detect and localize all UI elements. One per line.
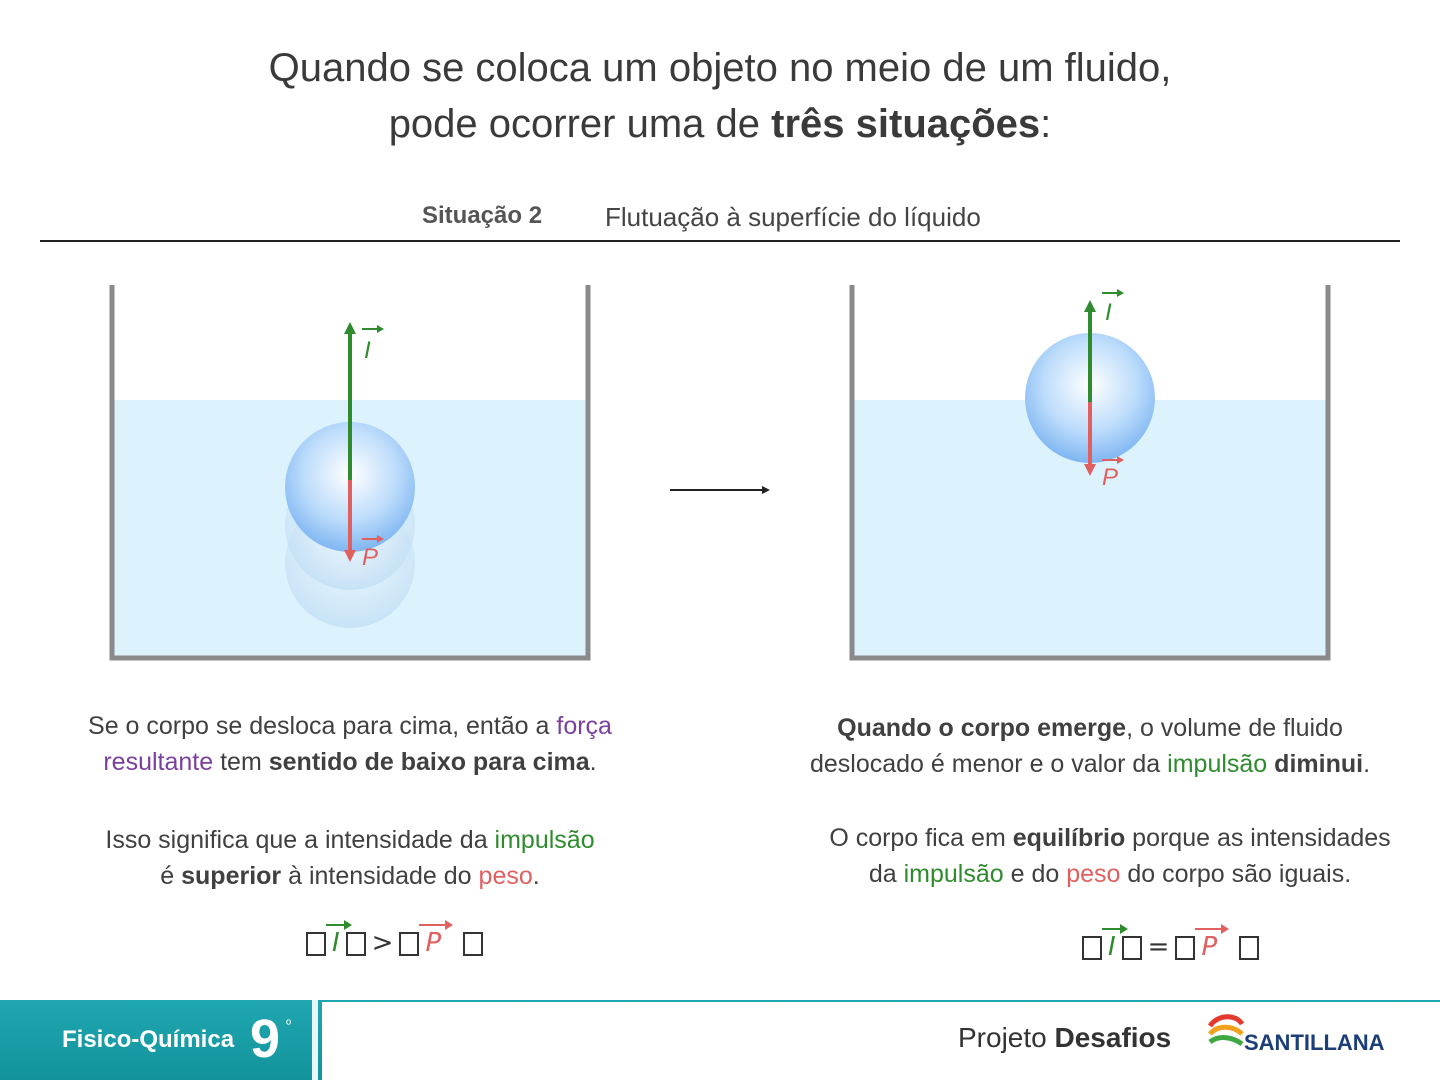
eq-right-box-3: [1175, 936, 1195, 960]
left-p1-text-d: tem: [213, 748, 269, 776]
left-p2-period: .: [532, 862, 540, 890]
santillana-logo-text: SANTILLANA: [1244, 1030, 1385, 1055]
footer-divider: [312, 1000, 318, 1080]
eq-left-box-4: [463, 932, 483, 956]
footer-grade-sup: º: [286, 1016, 292, 1032]
left-p1-resultant: resultante: [103, 748, 214, 776]
situation-description: Flutuação à superfície do líquido: [605, 202, 981, 232]
right-p1-period: .: [1363, 750, 1371, 778]
right-p2-impulse: impulsão: [903, 860, 1004, 888]
eq-right-impulse: I: [1108, 932, 1116, 962]
right-p1-line2: [770, 746, 1410, 782]
slide-title: [0, 40, 1440, 152]
eq-right-box-1: [1082, 936, 1102, 960]
right-p2-line1: [790, 820, 1430, 856]
right-p1-text-b: , o volume de fluido: [1126, 714, 1343, 742]
left-p2-superior: superior: [181, 862, 282, 890]
svg-text:I: I: [364, 337, 371, 364]
right-p1-impulse: impulsão: [1167, 750, 1268, 778]
right-p1-text-c: deslocado é menor e o valor da: [809, 750, 1168, 778]
eq-right-box-4: [1239, 936, 1259, 960]
equation-left: [300, 928, 489, 958]
title-line-1: Quando se coloca um objeto no meio de um fluido,: [268, 46, 1172, 90]
impulse-label-right: [1102, 289, 1124, 326]
svg-text:I: I: [1105, 299, 1112, 326]
title-colon: :: [1040, 102, 1052, 146]
left-p1-line2: [50, 744, 650, 780]
eq-left-impulse: I: [332, 928, 340, 958]
right-p1-decreases: diminui: [1274, 750, 1364, 778]
situation-number: Situação 2: [422, 202, 543, 229]
footer-grade: 9: [250, 1009, 281, 1069]
right-p2-text-f: e do: [1003, 860, 1067, 888]
left-p2-text-a: Isso significa que a intensidade da: [105, 826, 495, 854]
beaker-right-diagram: [840, 280, 1340, 670]
right-p2-text-h: do corpo são iguais.: [1120, 860, 1352, 888]
eq-left-box-3: [399, 932, 419, 956]
impulse-arrowhead-right: [1084, 300, 1096, 312]
left-p2-line2: [50, 858, 650, 894]
left-p1-line1: [50, 708, 650, 744]
eq-right-box-2: [1122, 936, 1142, 960]
eq-right-operator: =: [1147, 932, 1170, 962]
right-paragraph-2: [790, 820, 1430, 892]
left-paragraph-1: [50, 708, 650, 780]
eq-left-weight: P: [425, 928, 442, 958]
right-p2-equilibrium: equilíbrio: [1012, 824, 1126, 852]
left-p2-weight: peso: [478, 862, 533, 890]
right-paragraph-1: [770, 710, 1410, 782]
eq-right-weight: P: [1201, 932, 1218, 962]
footer-subject: Fisico-Química: [62, 1026, 235, 1053]
eq-left-box-2: [346, 932, 366, 956]
title-emphasis: três situações: [771, 102, 1041, 146]
impulse-arrowhead-left: [344, 322, 356, 334]
title-line-2: [0, 96, 1440, 152]
beaker-left-diagram: [100, 280, 600, 670]
left-p1-force: força: [556, 712, 612, 740]
right-p1-line1: [770, 710, 1410, 746]
santillana-swirl-icon: [1206, 1012, 1246, 1052]
left-p2-line1: [50, 822, 650, 858]
project-logo-bold: Desafios: [1054, 1022, 1172, 1053]
right-p2-weight: peso: [1066, 860, 1121, 888]
title-line-2-text: pode ocorrer uma de: [388, 102, 772, 146]
left-p2-text-e: à intensidade do: [281, 862, 479, 890]
eq-left-operator: >: [371, 928, 394, 958]
right-p2-text-a: O corpo fica em: [829, 824, 1013, 852]
right-p2-text-d: da: [868, 860, 904, 888]
transition-arrow: [660, 480, 780, 500]
equation-right: [1076, 932, 1265, 962]
eq-left-box-1: [306, 932, 326, 956]
project-logo: [958, 1022, 1171, 1054]
right-p2-line2: [790, 856, 1430, 892]
svg-text:P: P: [362, 544, 379, 571]
left-paragraph-2: [50, 822, 650, 894]
project-logo-pre: Projeto: [958, 1022, 1055, 1053]
right-p1-emerges: Quando o corpo emerge: [837, 714, 1127, 742]
header-divider: [40, 240, 1400, 242]
left-p2-impulse: impulsão: [494, 826, 595, 854]
left-p1-text-a: Se o corpo se desloca para cima, então a: [88, 712, 557, 740]
svg-text:P: P: [1102, 464, 1119, 491]
left-p1-period: .: [589, 748, 597, 776]
left-p1-direction: sentido de baixo para cima: [268, 748, 590, 776]
right-p2-text-c: porque as intensidades: [1125, 824, 1391, 852]
left-p2-text-c: é: [160, 862, 182, 890]
impulse-label-left: [362, 325, 384, 364]
